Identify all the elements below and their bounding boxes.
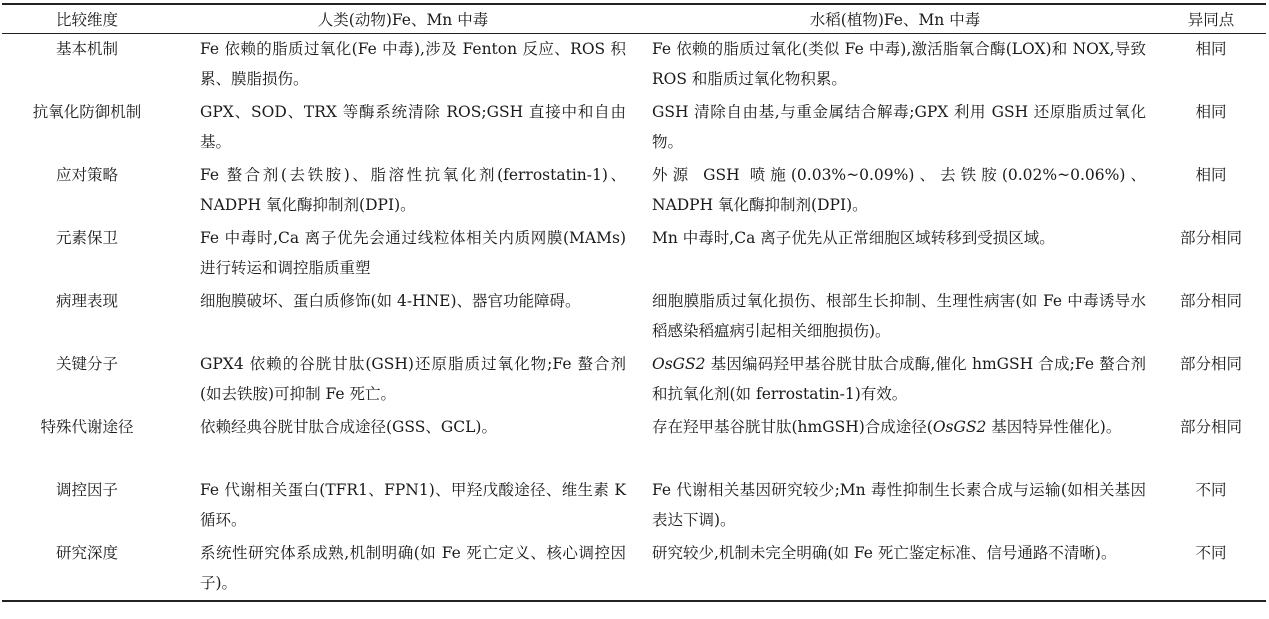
header-dimension: 比较维度 <box>55 11 118 29</box>
gene-name: OsGS2 <box>652 354 706 373</box>
row-rice-cell: Fe 依赖的脂质过氧化(类似 Fe 中毒),激活脂氧合酶(LOX)和 NOX,导致 ROS 和脂质过氧化物积累。 <box>652 40 1146 88</box>
row-rice-cell: 细胞膜脂质过氧化损伤、根部生长抑制、生理性病害(如 Fe 中毒诱导水稻感染稻瘟病引起相关细胞损伤)。 <box>652 291 1146 340</box>
row-dimension: 应对策略 <box>55 165 118 184</box>
row-dimension: 关键分子 <box>55 354 118 373</box>
row-rice-cell: GSH 清除自由基,与重金属结合解毒;GPX 利用 GSH 还原脂质过氧化物。 <box>652 102 1146 151</box>
table-row <box>2 475 1266 538</box>
row-dimension: 特殊代谢途径 <box>40 417 134 436</box>
row-dimension: 基本机制 <box>55 40 118 58</box>
row-human-cell: Fe 依赖的脂质过氧化(Fe 中毒),涉及 Fenton 反应、ROS 积累、膜脂损伤。 <box>200 40 626 88</box>
row-comparison: 部分相同 <box>1179 354 1242 373</box>
table-row <box>2 538 1266 601</box>
row-rice-cell: 外源 GSH 喷施(0.03%~0.09%)、去铁胺(0.02%~0.06%)、NADPH 氧化酶抑制剂(DPI)。 <box>652 165 1146 214</box>
header-human: 人类(动物)Fe、Mn 中毒 <box>317 11 489 29</box>
table-row <box>2 349 1266 412</box>
comparison-table <box>2 3 1266 602</box>
row-comparison: 部分相同 <box>1179 291 1242 310</box>
row-rice-cell: Mn 中毒时,Ca 离子优先从正常细胞区域转移到受损区域。 <box>652 228 1055 247</box>
row-human-cell: Fe 中毒时,Ca 离子优先会通过线粒体相关内质网膜(MAMs)进行转运和调控脂质重塑 <box>200 228 626 277</box>
row-human-cell: GPX4 依赖的谷胱甘肽(GSH)还原脂质过氧化物;Fe 螯合剂(如去铁胺)可抑制 Fe 死亡。 <box>200 354 626 403</box>
rice-text-pre: 存在羟甲基谷胱甘肽(hmGSH)合成途径( <box>652 417 933 436</box>
table-row <box>2 223 1266 286</box>
row-dimension: 病理表现 <box>55 291 118 310</box>
comparison-table-container <box>2 3 1266 602</box>
row-human-cell: GPX、SOD、TRX 等酶系统清除 ROS;GSH 直接中和自由基。 <box>200 102 626 151</box>
gene-name: OsGS2 <box>932 417 987 436</box>
table-row <box>2 286 1266 349</box>
row-comparison: 部分相同 <box>1179 417 1242 436</box>
table-row <box>2 412 1266 475</box>
row-dimension: 元素保卫 <box>55 228 118 247</box>
row-dimension: 研究深度 <box>55 543 118 562</box>
row-dimension: 调控因子 <box>55 480 118 499</box>
row-rice-cell <box>634 412 1156 475</box>
row-comparison: 相同 <box>1195 40 1227 58</box>
row-comparison: 相同 <box>1195 165 1227 184</box>
table-header-row <box>2 4 1266 34</box>
row-rice-cell: Fe 代谢相关基因研究较少;Mn 毒性抑制生长素合成与运输(如相关基因表达下调)。 <box>652 480 1146 529</box>
header-rice: 水稻(植物)Fe、Mn 中毒 <box>809 11 981 29</box>
table-row <box>2 160 1266 223</box>
header-comparison: 异同点 <box>1187 11 1235 29</box>
row-comparison: 不同 <box>1195 480 1227 499</box>
table-row <box>2 34 1266 97</box>
row-dimension: 抗氧化防御机制 <box>32 102 142 121</box>
row-rice-cell: 研究较少,机制未完全明确(如 Fe 死亡鉴定标准、信号通路不清晰)。 <box>652 543 1117 562</box>
row-human-cell: 细胞膜破坏、蛋白质修饰(如 4-HNE)、器官功能障碍。 <box>200 291 581 310</box>
row-comparison: 不同 <box>1195 543 1227 562</box>
rice-text-post: 基因特异性催化)。 <box>986 417 1122 436</box>
row-human-cell: 系统性研究体系成熟,机制明确(如 Fe 死亡定义、核心调控因子)。 <box>200 543 626 592</box>
rice-text: 基因编码羟甲基谷胱甘肽合成酶,催化 hmGSH 合成;Fe 螯合剂和抗氧化剂(如 ferrostatin-1)有效。 <box>652 354 1146 403</box>
table-row <box>2 97 1266 160</box>
row-human-cell: 依赖经典谷胱甘肽合成途径(GSS、GCL)。 <box>200 417 497 436</box>
row-comparison: 相同 <box>1195 102 1227 121</box>
row-rice-cell <box>634 349 1156 412</box>
row-comparison: 部分相同 <box>1179 228 1242 247</box>
row-human-cell: Fe 代谢相关蛋白(TFR1、FPN1)、甲羟戊酸途径、维生素 K 循环。 <box>200 480 626 529</box>
row-human-cell: Fe 螯合剂(去铁胺)、脂溶性抗氧化剂(ferrostatin-1)、NADPH 氧化酶抑制剂(DPI)。 <box>200 165 626 214</box>
